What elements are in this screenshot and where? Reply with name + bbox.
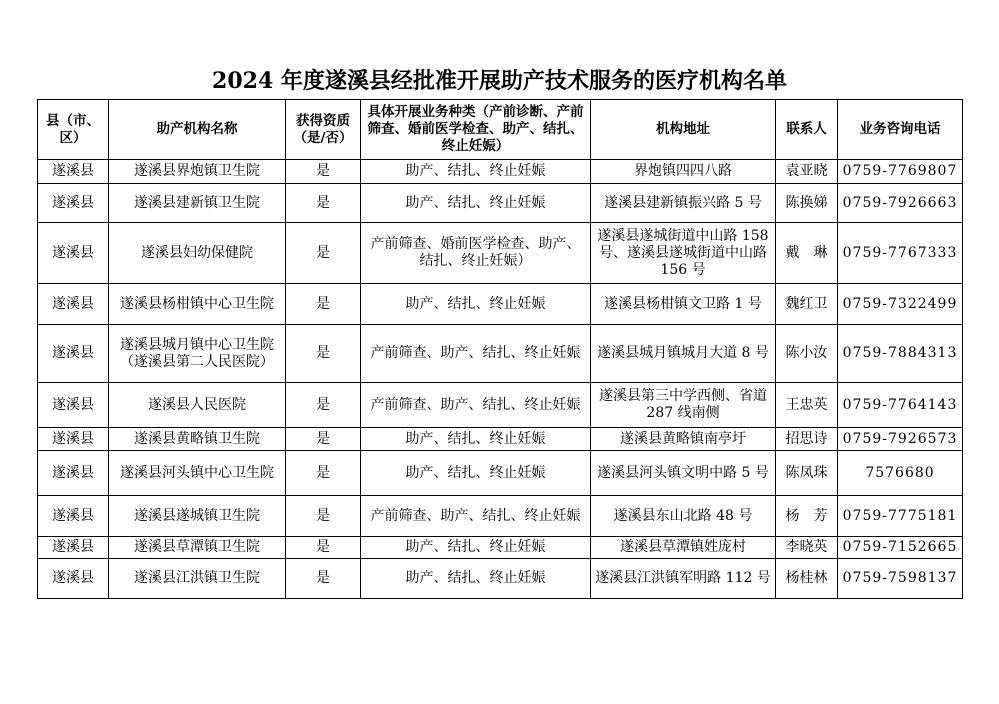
cell-county: 遂溪县 [38,284,109,325]
cell-services: 助产、结扎、终止妊娠 [361,160,591,184]
cell-contact: 李晓英 [776,537,838,559]
header-contact: 联系人 [776,100,838,160]
cell-phone: 0759-7775181 [838,496,963,537]
cell-services: 产前筛查、助产、结扎、终止妊娠 [361,383,591,428]
cell-county: 遂溪县 [38,325,109,383]
cell-services: 助产、结扎、终止妊娠 [361,451,591,496]
cell-contact: 陈换娣 [776,184,838,223]
cell-qualified: 是 [286,160,361,184]
cell-county: 遂溪县 [38,559,109,599]
cell-phone: 0759-7764143 [838,383,963,428]
cell-services: 助产、结扎、终止妊娠 [361,184,591,223]
cell-contact: 魏红卫 [776,284,838,325]
cell-institution-name: 遂溪县建新镇卫生院 [109,184,286,223]
page-title: 2024 年度遂溪县经批准开展助产技术服务的医疗机构名单 [212,68,787,94]
cell-phone: 0759-7152665 [838,537,963,559]
table-row [38,496,963,537]
table-row [38,223,963,284]
cell-contact: 袁亚晓 [776,160,838,184]
cell-address: 遂溪县黄略镇南亭圩 [591,428,776,451]
cell-institution-name: 遂溪县杨柑镇中心卫生院 [109,284,286,325]
header-phone: 业务咨询电话 [838,100,963,160]
header-county: 县（市、区） [38,100,109,160]
cell-services: 产前筛查、助产、结扎、终止妊娠 [361,496,591,537]
table-row [38,559,963,599]
cell-services: 助产、结扎、终止妊娠 [361,559,591,599]
cell-qualified: 是 [286,496,361,537]
cell-county: 遂溪县 [38,383,109,428]
cell-qualified: 是 [286,184,361,223]
cell-services: 产前筛查、助产、结扎、终止妊娠 [361,325,591,383]
cell-qualified: 是 [286,537,361,559]
cell-services: 产前筛查、婚前医学检查、助产、结扎、终止妊娠） [361,223,591,284]
cell-phone: 7576680 [838,451,963,496]
cell-services: 助产、结扎、终止妊娠 [361,537,591,559]
cell-contact: 戴 琳 [776,223,838,284]
cell-address: 遂溪县第三中学西侧、省道 287 线南侧 [591,383,776,428]
cell-institution-name: 遂溪县人民医院 [109,383,286,428]
cell-qualified: 是 [286,451,361,496]
cell-institution-name: 遂溪县河头镇中心卫生院 [109,451,286,496]
table-row [38,428,963,451]
cell-county: 遂溪县 [38,428,109,451]
cell-institution-name: 遂溪县江洪镇卫生院 [109,559,286,599]
cell-institution-name: 遂溪县遂城镇卫生院 [109,496,286,537]
cell-contact: 陈小汝 [776,325,838,383]
header-address: 机构地址 [591,100,776,160]
cell-contact: 招思诗 [776,428,838,451]
cell-address: 遂溪县草潭镇姓庞村 [591,537,776,559]
cell-county: 遂溪县 [38,496,109,537]
cell-address: 遂溪县杨柑镇文卫路 1 号 [591,284,776,325]
cell-county: 遂溪县 [38,160,109,184]
cell-phone: 0759-7598137 [838,559,963,599]
cell-contact: 杨 芳 [776,496,838,537]
cell-qualified: 是 [286,559,361,599]
header-qualified: 获得资质（是/否） [286,100,361,160]
cell-qualified: 是 [286,223,361,284]
cell-qualified: 是 [286,428,361,451]
cell-institution-name: 遂溪县黄略镇卫生院 [109,428,286,451]
cell-institution-name: 遂溪县草潭镇卫生院 [109,537,286,559]
cell-institution-name: 遂溪县妇幼保健院 [109,223,286,284]
cell-institution-name: 遂溪县界炮镇卫生院 [109,160,286,184]
cell-services: 助产、结扎、终止妊娠 [361,284,591,325]
cell-address: 遂溪县建新镇振兴路 5 号 [591,184,776,223]
cell-address: 遂溪县城月镇城月大道 8 号 [591,325,776,383]
table-row [38,383,963,428]
table-row [38,451,963,496]
header-services: 具体开展业务种类（产前诊断、产前筛查、婚前医学检查、助产、结扎、终止妊娠） [361,100,591,160]
institution-table [37,99,963,599]
cell-phone: 0759-7926573 [838,428,963,451]
table-row [38,184,963,223]
cell-contact: 王忠英 [776,383,838,428]
header-institution-name: 助产机构名称 [109,100,286,160]
cell-institution-name: 遂溪县城月镇中心卫生院（遂溪县第二人民医院） [109,325,286,383]
cell-address: 遂溪县江洪镇军明路 112 号 [591,559,776,599]
cell-phone: 0759-7926663 [838,184,963,223]
table-row [38,284,963,325]
table-row [38,537,963,559]
table-row [38,325,963,383]
cell-qualified: 是 [286,383,361,428]
cell-qualified: 是 [286,284,361,325]
cell-county: 遂溪县 [38,451,109,496]
cell-county: 遂溪县 [38,184,109,223]
cell-address: 界炮镇四四八路 [591,160,776,184]
cell-address: 遂溪县遂城街道中山路 158 号、遂溪县遂城街道中山路 156 号 [591,223,776,284]
cell-phone: 0759-7769807 [838,160,963,184]
cell-contact: 陈凤珠 [776,451,838,496]
cell-qualified: 是 [286,325,361,383]
table-row [38,160,963,184]
cell-contact: 杨桂林 [776,559,838,599]
cell-phone: 0759-7767333 [838,223,963,284]
cell-address: 遂溪县河头镇文明中路 5 号 [591,451,776,496]
cell-address: 遂溪县东山北路 48 号 [591,496,776,537]
cell-phone: 0759-7322499 [838,284,963,325]
cell-phone: 0759-7884313 [838,325,963,383]
table-header-row [38,100,963,160]
cell-county: 遂溪县 [38,537,109,559]
cell-services: 助产、结扎、终止妊娠 [361,428,591,451]
cell-county: 遂溪县 [38,223,109,284]
